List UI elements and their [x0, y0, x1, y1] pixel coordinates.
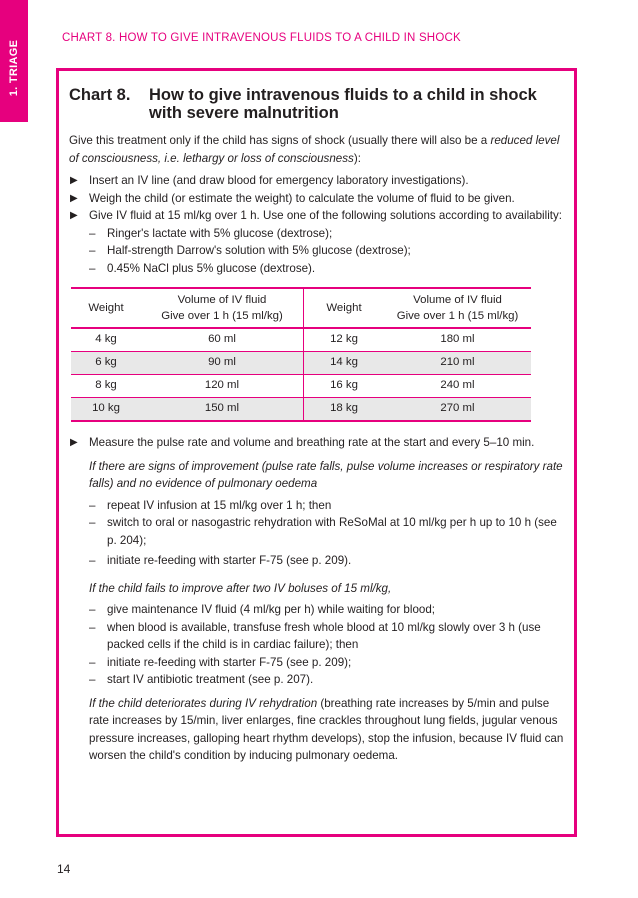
list-item: – start IV antibiotic treatment (see p. 207).: [89, 671, 564, 689]
deteriorates-paragraph: [89, 695, 564, 765]
table-cell: 120 ml: [141, 375, 304, 398]
intro-plain: Give this treatment only if the child has signs of shock (usually there will also be a: [69, 134, 491, 147]
step-item-text: Give IV fluid at 15 ml/kg over 1 h. Use one of the following solutions according to availability:: [89, 209, 563, 222]
header-volume-line2: Give over 1 h (15 ml/kg): [161, 310, 283, 322]
step-item: ▶ Insert an IV line (and draw blood for emergency laboratory investigations).: [69, 172, 564, 190]
chart-content: [69, 86, 564, 765]
step-list: [69, 172, 564, 277]
page-number: 14: [57, 862, 71, 876]
list-item: – give maintenance IV fluid (4 ml/kg per h) while waiting for blood;: [89, 601, 564, 619]
list-item: – when blood is available, transfuse fresh whole blood at 10 ml/kg slowly over 3 h (use packed cells if the child is in cardiac failure); then: [89, 619, 564, 654]
table-cell: 14 kg: [304, 352, 385, 375]
table-cell: 150 ml: [141, 398, 304, 422]
table-cell: 210 ml: [384, 352, 531, 375]
table-cell: 270 ml: [384, 398, 531, 422]
solution-item: – Ringer's lactate with 5% glucose (dextrose);: [89, 225, 564, 243]
section-tab-label: 1. TRIAGE: [8, 39, 20, 97]
list-item: – initiate re-feeding with starter F-75 (see p. 209);: [89, 654, 564, 672]
header-volume: [384, 288, 531, 328]
deteriorates-plain: (breathing rate increases by 5/min and pulse rate increases by 15/min, liver enlarges, fine crackles throughout lung fields, jugular venous pressure increases, galloping heart rhythm develops), stop the infusion, because IV fluid can worsen the child's condition by inducing pulmonary oedema.: [89, 696, 564, 762]
list-item: – initiate re-feeding with starter F-75 (see p. 209).: [89, 552, 564, 570]
improvement-condition: If there are signs of improvement (pulse rate falls, pulse volume increases or respiratory rate falls) and no evidence of pulmonary oedema: [89, 459, 563, 490]
header-volume: [141, 288, 304, 328]
table-cell: 10 kg: [71, 398, 141, 422]
solution-item: – 0.45% NaCl plus 5% glucose (dextrose).: [89, 260, 564, 278]
running-head: CHART 8. HOW TO GIVE INTRAVENOUS FLUIDS TO A CHILD IN SHOCK: [62, 32, 461, 44]
table-row: [71, 352, 531, 375]
step-item: [69, 434, 564, 765]
header-weight: Weight: [304, 288, 385, 328]
solution-list: [89, 225, 564, 278]
header-volume-line1: Volume of IV fluid: [177, 294, 267, 306]
solution-item: – Half-strength Darrow's solution with 5% glucose (dextrose);: [89, 242, 564, 260]
table-row: [71, 398, 531, 422]
fluid-volume-table: [71, 287, 531, 422]
table-cell: 90 ml: [141, 352, 304, 375]
chart-title-text: How to give intravenous fluids to a child in shock with severe malnutrition: [149, 86, 537, 122]
intro-paragraph: [69, 132, 564, 167]
table-cell: 16 kg: [304, 375, 385, 398]
fails-condition: If the child fails to improve after two IV boluses of 15 ml/kg,: [89, 581, 392, 595]
intro-italic: reduced level of consciousness, i.e. lethargy or loss of consciousness: [69, 134, 560, 165]
chart-number: Chart 8.: [69, 86, 131, 104]
list-item: – switch to oral or nasogastric rehydration with ReSoMal at 10 ml/kg per h up to 10 h (see p. 204);: [89, 514, 564, 549]
improvement-list: [89, 497, 564, 570]
measure-text: Measure the pulse rate and volume and breathing rate at the start and every 5–10 min.: [89, 436, 535, 449]
table-cell: 12 kg: [304, 328, 385, 352]
section-tab: [0, 0, 28, 122]
table-cell: 180 ml: [384, 328, 531, 352]
fails-list: [89, 601, 564, 689]
step-item: ▶ Weigh the child (or estimate the weight) to calculate the volume of fluid to be given.: [69, 190, 564, 208]
table-cell: 8 kg: [71, 375, 141, 398]
monitor-list: [69, 434, 564, 765]
table-header-row: [71, 288, 531, 328]
table-cell: 4 kg: [71, 328, 141, 352]
intro-end: ):: [353, 151, 361, 165]
header-weight: Weight: [71, 288, 141, 328]
header-volume-line1: Volume of IV fluid: [413, 294, 502, 306]
table-cell: 18 kg: [304, 398, 385, 422]
step-item: [69, 207, 564, 277]
table-cell: 240 ml: [384, 375, 531, 398]
chart-title: [69, 86, 564, 122]
table-row: [71, 328, 531, 352]
list-item: – repeat IV infusion at 15 ml/kg over 1 h; then: [89, 497, 564, 515]
header-volume-line2: Give over 1 h (15 ml/kg): [396, 310, 519, 322]
deteriorates-italic: If the child deteriorates during IV rehydration: [89, 696, 318, 710]
table-cell: 6 kg: [71, 352, 141, 375]
table-row: [71, 375, 531, 398]
table-cell: 60 ml: [141, 328, 304, 352]
